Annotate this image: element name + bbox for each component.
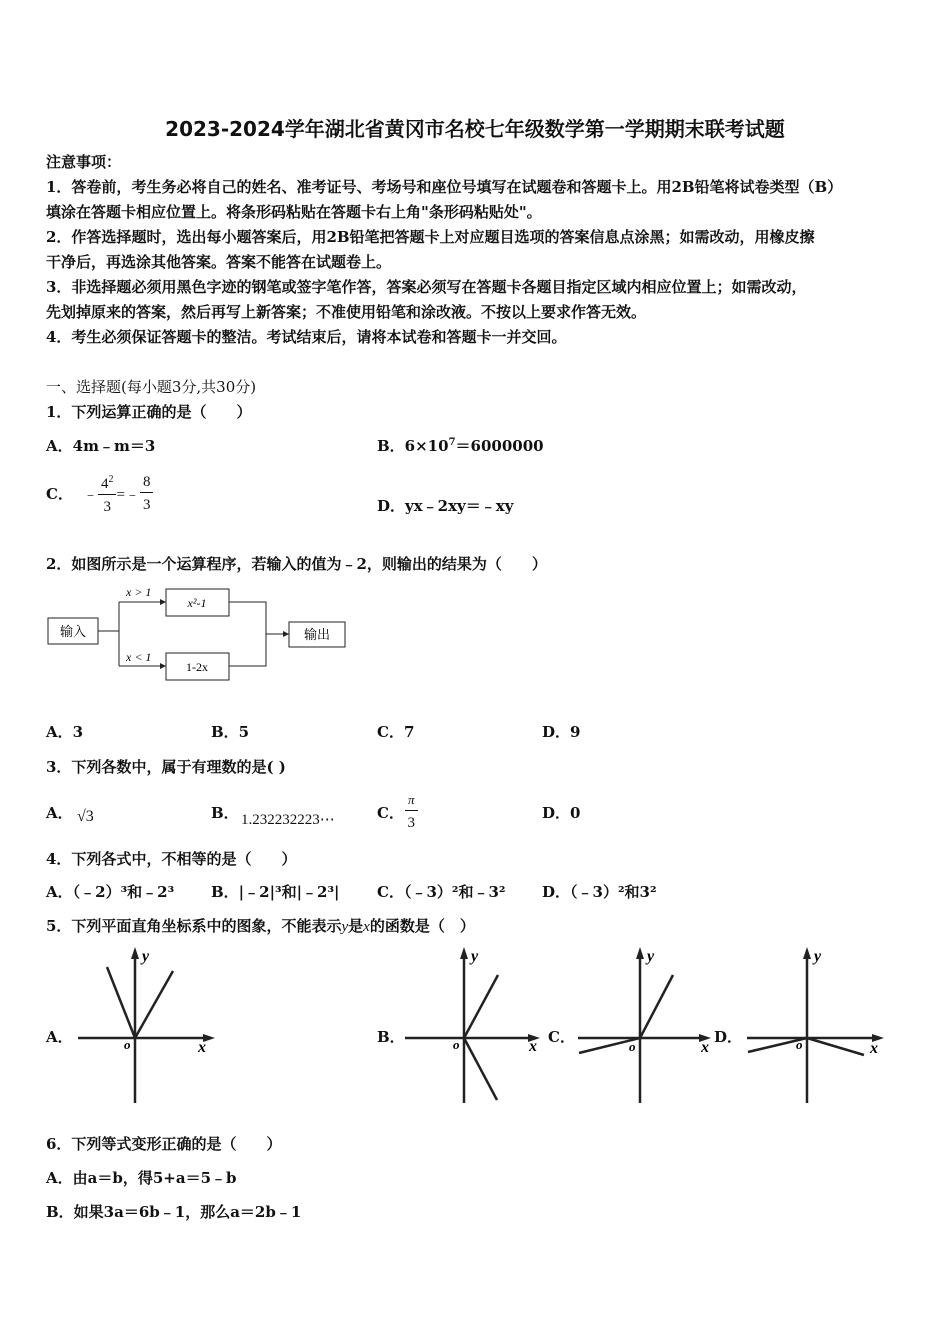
flow-box-top-label: x²-1 bbox=[187, 596, 207, 610]
question-2-stem: 2．如图所示是一个运算程序，若输入的值为﹣2，则输出的结果为（ ） bbox=[46, 555, 547, 573]
notice-item-2-cont: 干净后，再选涂其他答案。答案不能答在试题卷上。 bbox=[46, 253, 392, 271]
notice-item-1: 1．答卷前，考生务必将自己的姓名、准考证号、考场号和座位号填写在试题卷和答题卡上。用2B铅笔将试卷类型（B） bbox=[46, 178, 843, 196]
graph-d-y-label: y bbox=[814, 948, 822, 965]
question-4-option-c: C．（﹣3）²和﹣3² bbox=[377, 883, 506, 901]
question-6-stem: 6．下列等式变形正确的是（ ） bbox=[46, 1135, 282, 1153]
question-6-option-b: B．如果3a＝6b﹣1，那么a＝2b﹣1 bbox=[46, 1203, 302, 1221]
question-3-option-b-value: 1.232232223⋯ bbox=[241, 812, 335, 828]
question-3-option-d: D．0 bbox=[542, 804, 581, 822]
notice-item-4: 4．考生必须保证答题卡的整洁。考试结束后，请将本试卷和答题卡一并交回。 bbox=[46, 328, 567, 346]
page-title: 2023-2024学年湖北省黄冈市名校七年级数学第一学期期末联考试题 bbox=[165, 117, 785, 141]
question-1-option-d: D．yx﹣2xy＝﹣xy bbox=[377, 497, 514, 515]
question-2-option-b: B．5 bbox=[211, 723, 250, 741]
question-5-option-a-label: A． bbox=[46, 1028, 73, 1046]
question-3-option-c-label: C． bbox=[377, 804, 404, 822]
graph-c bbox=[573, 945, 718, 1107]
question-1-stem: 1．下列运算正确的是（ ） bbox=[46, 403, 252, 421]
question-1-option-a: A．4m﹣m＝3 bbox=[46, 437, 156, 455]
flow-condition-bottom: x < 1 bbox=[126, 650, 152, 664]
question-3-option-a-value: √3 bbox=[77, 808, 94, 825]
flowchart bbox=[44, 583, 354, 688]
fraction-4-squared-over-3: $\frac{4^2}{3}$ bbox=[98, 470, 117, 517]
graph-b-origin: o bbox=[453, 1037, 460, 1052]
question-2-option-c: C．7 bbox=[377, 723, 415, 741]
notice-item-3: 3．非选择题必须用黑色字迹的钢笔或签字笔作答，答案必须写在答题卡各题目指定区域内相应位置上；如需改动， bbox=[46, 278, 807, 296]
question-3-option-a-label: A． bbox=[46, 804, 73, 822]
flow-box-bottom-label: 1-2x bbox=[186, 660, 208, 674]
question-5-option-b-label: B． bbox=[377, 1028, 405, 1046]
notice-item-1-cont: 填涂在答题卡相应位置上。将条形码粘贴在答题卡右上角"条形码粘贴处"。 bbox=[46, 203, 542, 221]
flow-condition-top: x > 1 bbox=[126, 585, 152, 599]
notice-heading: 注意事项： bbox=[46, 153, 122, 171]
graph-c-origin: o bbox=[629, 1039, 636, 1054]
question-4-stem: 4．下列各式中，不相等的是（ ） bbox=[46, 850, 297, 868]
section-heading: 一、选择题(每小题3分,共30分) bbox=[46, 378, 257, 396]
fraction-8-over-3: $\frac{8}{3}$ bbox=[140, 472, 154, 515]
question-3-stem: 3．下列各数中，属于有理数的是( ) bbox=[46, 758, 286, 776]
question-5-stem: 5．下列平面直角坐标系中的图象，不能表示y是x的函数是（ ） bbox=[46, 917, 475, 935]
graph-a-x-label: x bbox=[198, 1039, 206, 1056]
graph-b-y-label: y bbox=[471, 948, 479, 965]
graph-b-x-label: x bbox=[529, 1038, 537, 1055]
notice-item-3-cont: 先划掉原来的答案，然后再写上新答案；不准使用铅笔和涂改液。不按以上要求作答无效。 bbox=[46, 303, 647, 321]
question-1-option-b: B．$6\times 10^7=6000000$ bbox=[377, 437, 544, 455]
question-3-option-c-fraction: $\frac{\pi}{3}$ bbox=[405, 790, 418, 833]
question-5-option-d-label: D． bbox=[714, 1028, 743, 1046]
graph-d bbox=[742, 945, 890, 1107]
question-1-option-c: C． ﹣ $\frac{4^2}{3}$ =﹣ $\frac{8}{3}$ bbox=[46, 470, 153, 517]
graph-a bbox=[75, 945, 220, 1107]
graph-c-x-label: x bbox=[701, 1039, 709, 1056]
graph-b bbox=[400, 945, 545, 1107]
question-2-option-d: D．9 bbox=[542, 723, 581, 741]
graph-d-x-label: x bbox=[870, 1040, 878, 1057]
graph-a-origin: o bbox=[124, 1037, 131, 1052]
flow-input-label: 输入 bbox=[59, 624, 87, 639]
flow-output-label: 输出 bbox=[303, 627, 331, 642]
question-2-option-a: A．3 bbox=[46, 723, 84, 741]
question-4-option-d: D．（﹣3）²和3² bbox=[542, 883, 657, 901]
notice-item-2: 2．作答选择题时，选出每小题答案后，用2B铅笔把答题卡上对应题目选项的答案信息点涂黑；如需改动，用橡皮擦 bbox=[46, 228, 815, 246]
graph-d-origin: o bbox=[796, 1037, 803, 1052]
question-3-option-b-label: B． bbox=[211, 804, 239, 822]
question-5-option-c-label: C． bbox=[548, 1028, 575, 1046]
question-4-option-b: B．|﹣2|³和|﹣2³| bbox=[211, 883, 340, 901]
graph-c-y-label: y bbox=[647, 948, 655, 965]
question-4-option-a: A．（﹣2）³和﹣2³ bbox=[46, 883, 175, 901]
graph-a-y-label: y bbox=[142, 948, 150, 965]
question-6-option-a: A．由a＝b，得5+a＝5﹣b bbox=[46, 1169, 237, 1187]
